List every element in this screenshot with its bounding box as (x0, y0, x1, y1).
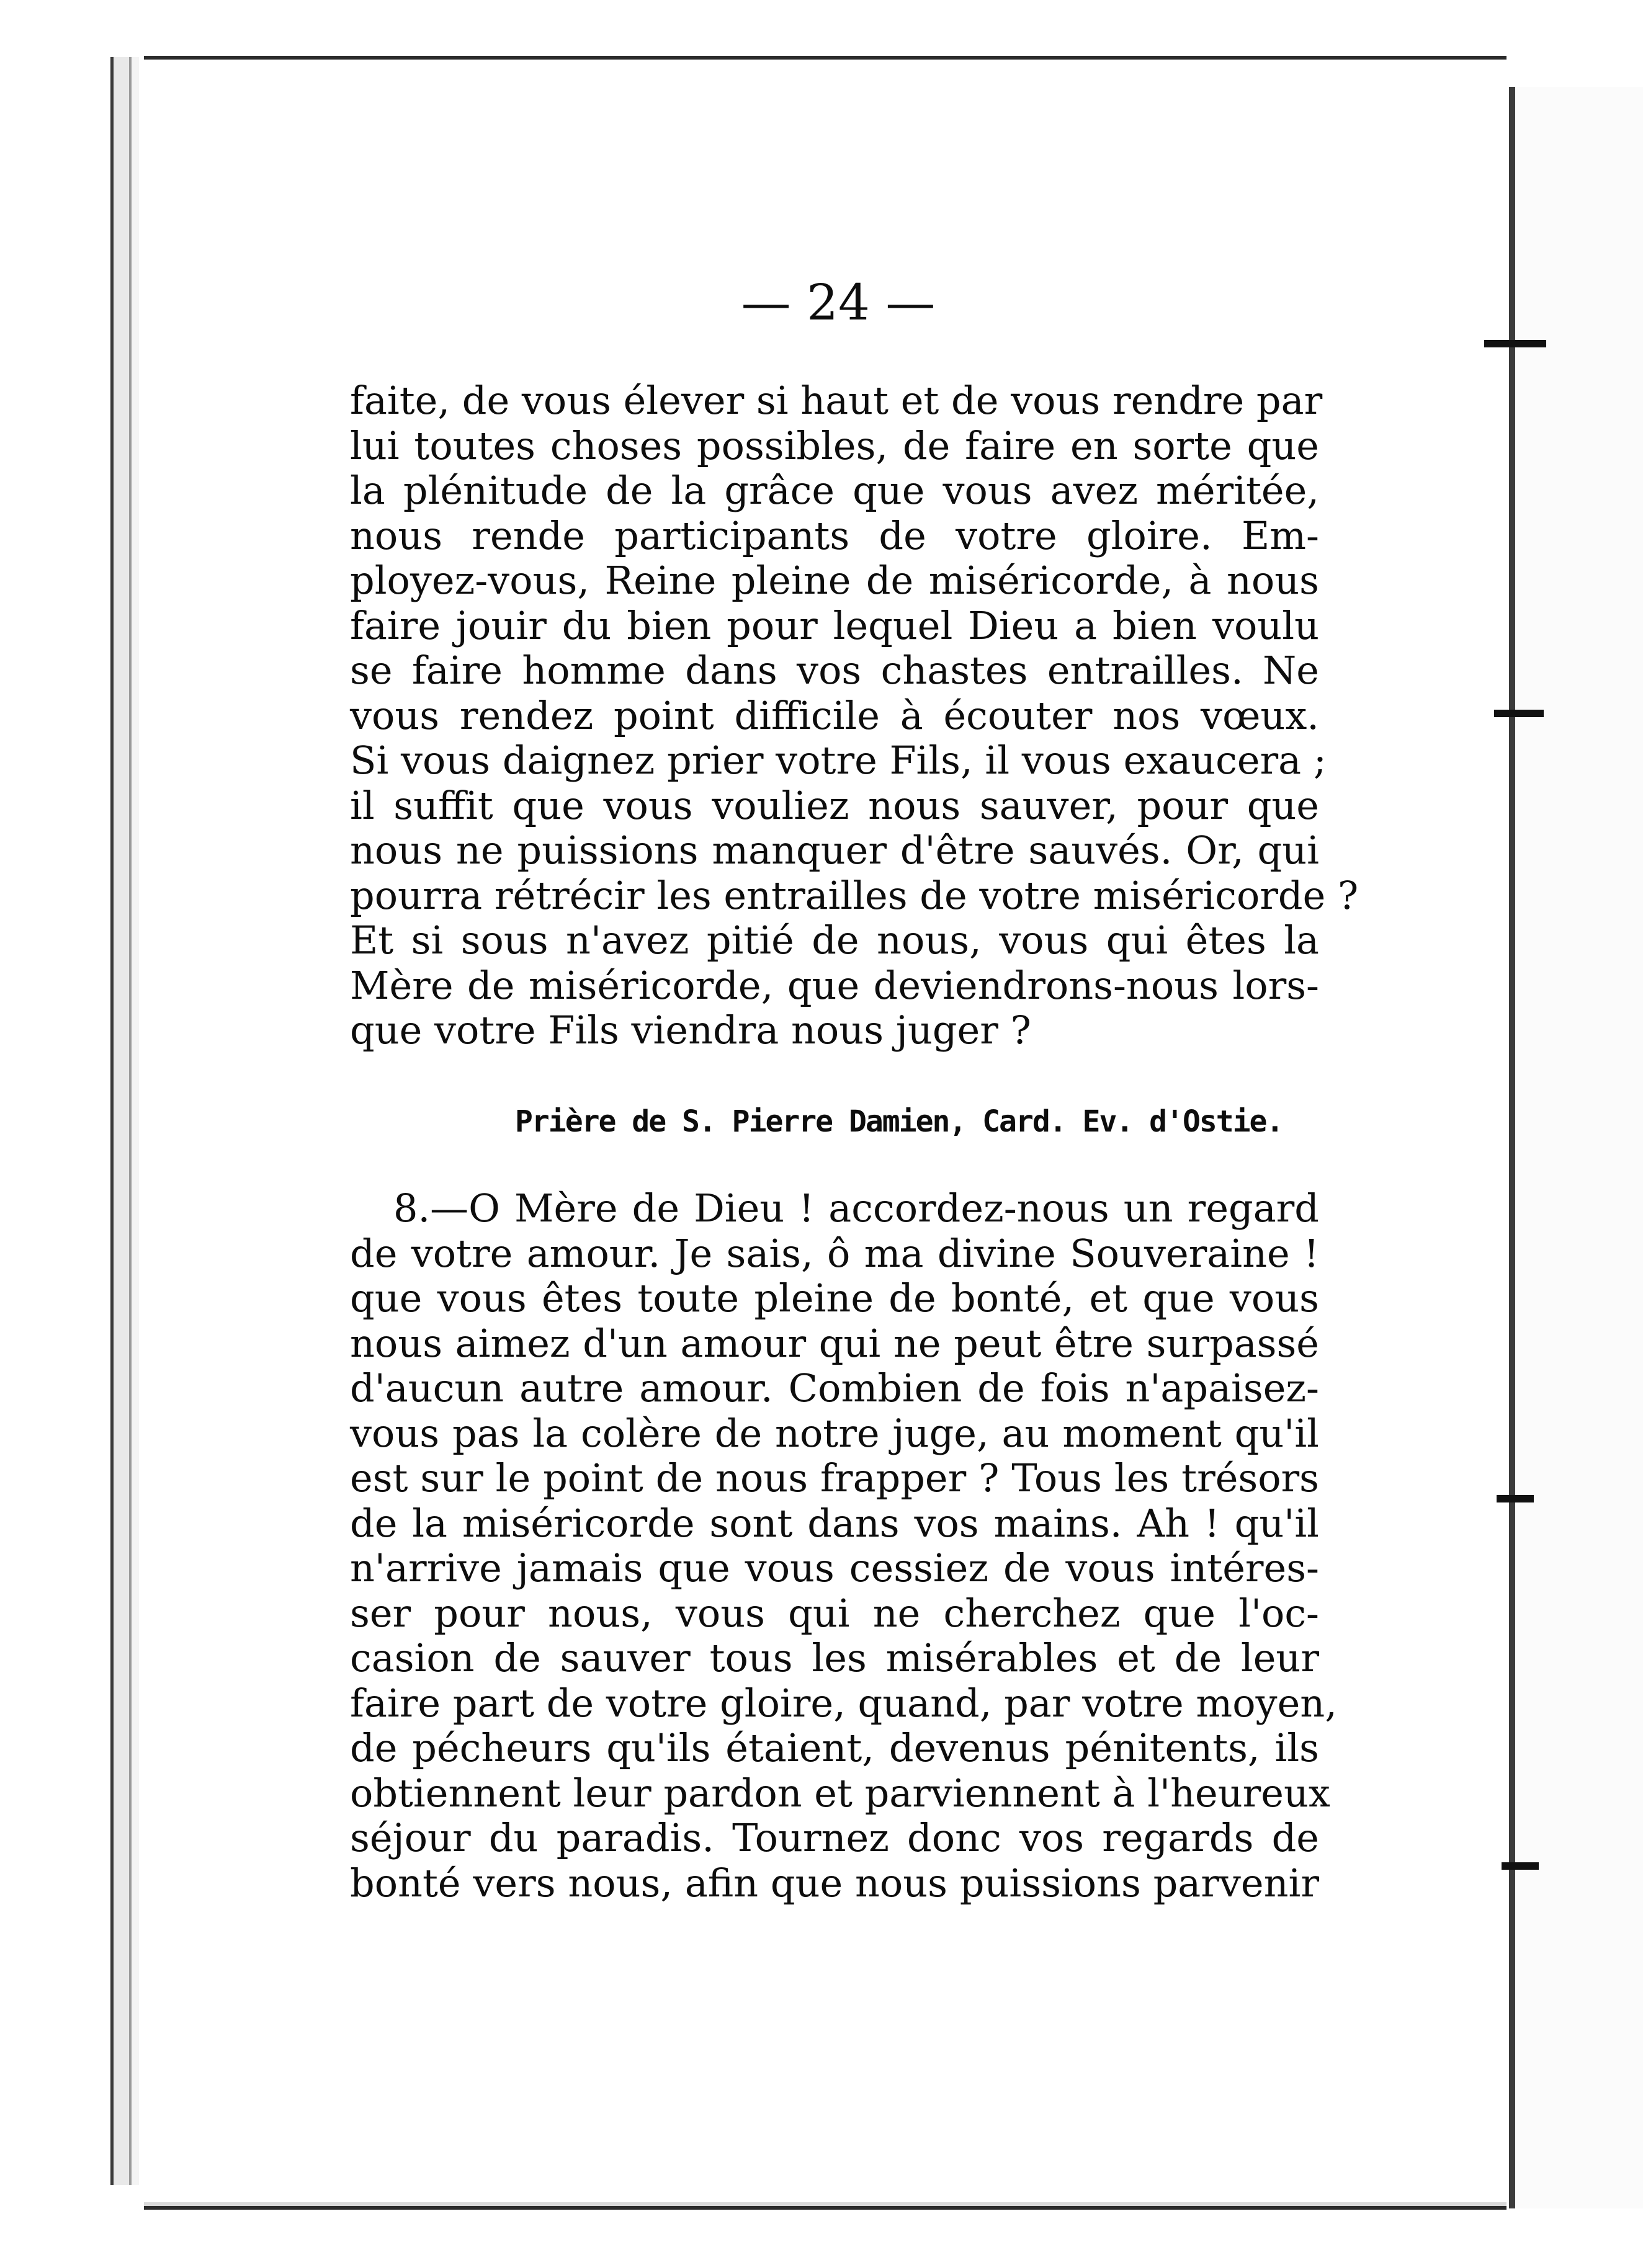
text-line: pourra rétrécir les entrailles de votre miséricorde ? (350, 872, 1359, 918)
text-line: Et si sous n'avez pitié de nous, vous qui êtes la (350, 917, 1319, 963)
right-binding-edge (1509, 87, 1515, 2208)
paragraph-two (350, 1185, 1337, 1906)
text-line: que votre Fils viendra nous juger ? (350, 1007, 1031, 1053)
text-line: Mère de miséricorde, que deviendrons-nous lors- (350, 962, 1319, 1008)
text-line: faire part de votre gloire, quand, par votre moyen, (350, 1680, 1337, 1726)
page-number: — 24 — (741, 274, 936, 331)
text-line: lui toutes choses possibles, de faire en sorte que (350, 422, 1319, 468)
text-line: nous ne puissions manquer d'être sauvés. Or, qui (350, 828, 1319, 873)
text-line: la plénitude de la grâce que vous avez méritée, (350, 468, 1319, 513)
text-line: est sur le point de nous frapper ? Tous les trésors (350, 1455, 1319, 1501)
binding-thread (1494, 710, 1544, 717)
text-line: de votre amour. Je sais, ô ma divine Souveraine ! (350, 1230, 1319, 1276)
text-line: que vous êtes toute pleine de bonté, et que vous (350, 1275, 1319, 1321)
text-line: casion de sauver tous les misérables et de leur (350, 1635, 1319, 1681)
binding-thread (1484, 340, 1546, 347)
binding-thread (1497, 1495, 1534, 1502)
text-line: séjour du paradis. Tournez donc vos regards de (350, 1815, 1319, 1860)
prayer-caption: Prière de S. Pierre Damien, Card. Ev. d'Ostie. (515, 1104, 1283, 1139)
text-line: bonté vers nous, afin que nous puissions parvenir (350, 1860, 1319, 1906)
text-line: Si vous daignez prier votre Fils, il vous exaucera ; (350, 738, 1327, 783)
paragraph-one (350, 378, 1359, 1053)
text-line: il suffit que vous vouliez nous sauver, pour que (350, 782, 1319, 828)
text-line: de la miséricorde sont dans vos mains. Ah ! qu'il (350, 1500, 1319, 1546)
text-line: nous aimez d'un amour qui ne peut être surpassé (350, 1320, 1319, 1366)
text-line: n'arrive jamais que vous cessiez de vous intéres- (350, 1545, 1319, 1591)
left-binding-edge (110, 57, 139, 2185)
text-line: faire jouir du bien pour lequel Dieu a bien voulu (350, 602, 1319, 648)
text-line: nous rende participants de votre gloire. Em- (350, 512, 1319, 558)
facing-page-strip (1515, 87, 1643, 2208)
text-line: ployez-vous, Reine pleine de miséricorde, à nous (350, 558, 1319, 603)
text-line: vous rendez point difficile à écouter nos vœux. (350, 692, 1319, 738)
text-line: faite, de vous élever si haut et de vous rendre par (350, 378, 1323, 423)
binding-thread (1502, 1862, 1539, 1870)
text-line: d'aucun autre amour. Combien de fois n'apaisez- (350, 1365, 1319, 1411)
text-line: obtiennent leur pardon et parviennent à l'heureux (350, 1770, 1330, 1816)
text-line: vous pas la colère de notre juge, au moment qu'il (350, 1410, 1319, 1456)
text-line: ser pour nous, vous qui ne cherchez que l'oc- (350, 1590, 1319, 1636)
text-line: se faire homme dans vos chastes entrailles. Ne (350, 648, 1319, 693)
text-line: 8.—O Mère de Dieu ! accordez-nous un regard (393, 1185, 1319, 1231)
text-line: de pécheurs qu'ils étaient, devenus pénitents, ils (350, 1725, 1319, 1770)
